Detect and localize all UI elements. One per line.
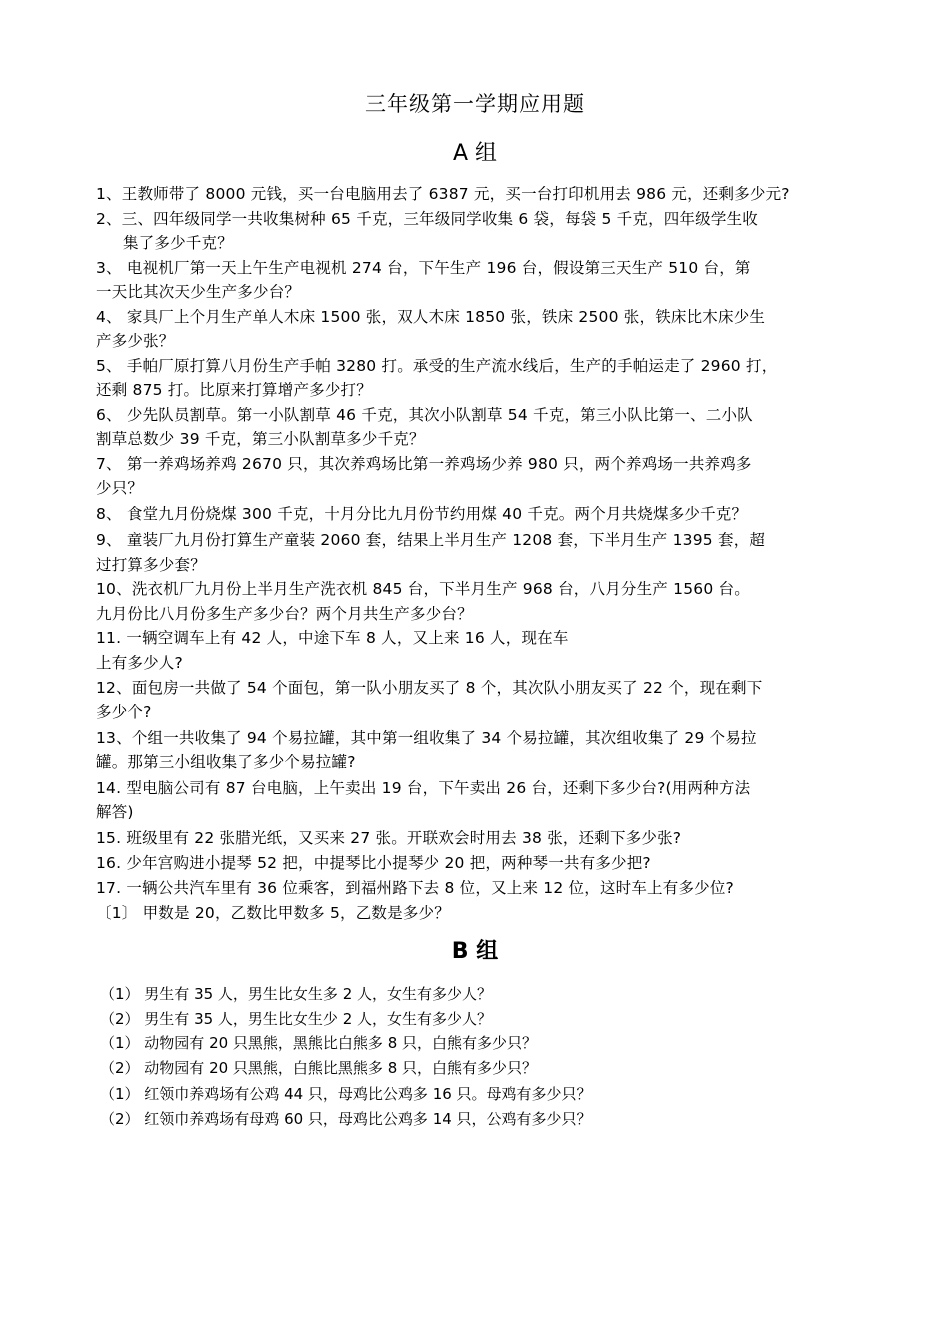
problem-line: 5、 手帕厂原打算八月份生产手帕 3280 打。承受的生产流水线后，生产的手帕运走了 2960 打， [96,357,778,375]
problem-line: 3、 电视机厂第一天上午生产电视机 274 台，下午生产 196 台，假设第三天生产 510 台，第 [96,259,751,277]
problem-line: 17. 一辆公共汽车里有 36 位乘客，到福州路下去 8 位，又上来 12 位，这时车上有多少位? [96,879,734,897]
problem-line: 16. 少年宫购进小提琴 52 把，中提琴比小提琴少 20 把，两种琴一共有多少把? [96,854,651,872]
problem-line: 割草总数少 39 千克，第三小队割草多少千克？ [96,430,425,448]
problem-line: （1） 红领巾养鸡场有公鸡 44 只，母鸡比公鸡多 16 只。母鸡有多少只？ [100,1085,592,1103]
problem-line: 12、面包房一共做了 54 个面包，第一队小朋友买了 8 个，其次队小朋友买了 22 个，现在剩下 [96,679,763,697]
problem-line: （2） 红领巾养鸡场有母鸡 60 只，母鸡比公鸡多 14 只，公鸡有多少只？ [100,1110,592,1128]
group-b-heading: B 组 [451,939,499,964]
problem-line: 7、 第一养鸡场养鸡 2670 只，其次养鸡场比第一养鸡场少养 980 只，两个养鸡场一共养鸡多 [96,455,752,473]
problem-line: 解答) [96,803,134,821]
problem-line: 14. 型电脑公司有 87 台电脑，上午卖出 19 台，下午卖出 26 台，还剩下多少台?(用两种方法 [96,779,751,797]
problem-line: 九月份比八月份多生产多少台？两个月共生产多少台？ [96,605,473,623]
problem-line: 集了多少千克？ [123,234,233,252]
problem-line: （2） 动物园有 20 只黑熊，白熊比黑熊多 8 只，白熊有多少只？ [100,1059,538,1077]
problem-line: 2、三、四年级同学一共收集树种 65 千克，三年级同学收集 6 袋，每袋 5 千克，四年级学生收 [96,210,758,228]
problem-line: 6、 少先队员割草。第一小队割草 46 千克，其次小队割草 54 千克，第三小队比第一、二小队 [96,406,753,424]
problem-line: 一天比其次天少生产多少台？ [96,283,301,301]
problem-line: 13、个组一共收集了 94 个易拉罐，其中第一组收集了 34 个易拉罐，其次组收集了 29 个易拉 [96,729,757,747]
problem-line: 产多少张？ [96,332,175,350]
problem-line: 1、王教师带了 8000 元钱，买一台电脑用去了 6387 元，买一台打印机用去 986 元，还剩多少元? [96,185,790,203]
problem-line: 上有多少人? [96,654,183,672]
problem-line: （2） 男生有 35 人，男生比女生少 2 人，女生有多少人？ [100,1010,493,1028]
page-title: 三年级第一学期应用题 [365,92,585,116]
problem-line: 15. 班级里有 22 张腊光纸，又买来 27 张。开联欢会时用去 38 张，还剩下多少张? [96,829,682,847]
group-a-heading: A 组 [452,141,498,166]
problem-line: （1） 男生有 35 人，男生比女生多 2 人，女生有多少人？ [100,985,493,1003]
problem-line: 过打算多少套？ [96,556,206,574]
problem-line: 8、 食堂九月份烧煤 300 千克，十月分比九月份节约用煤 40 千克。两个月共烧煤多少千克？ [96,505,748,523]
problem-line: 10、洗衣机厂九月份上半月生产洗衣机 845 台，下半月生产 968 台，八月分生产 1560 台。 [96,580,750,598]
problem-line: 多少个? [96,703,152,721]
problem-line: 11. 一辆空调车上有 42 人，中途下车 8 人，又上来 16 人，现在车 [96,629,569,647]
problem-line: 少只？ [96,479,144,497]
problem-line: （1） 动物园有 20 只黑熊，黑熊比白熊多 8 只，白熊有多少只？ [100,1034,538,1052]
problem-line: 还剩 875 打。比原来打算增产多少打？ [96,381,372,399]
problem-line: 9、 童装厂九月份打算生产童装 2060 套，结果上半月生产 1208 套，下半月生产 1395 套，超 [96,531,766,549]
problem-line: 〔1〕 甲数是 20，乙数比甲数多 5，乙数是多少？ [96,904,450,922]
problem-line: 4、 家具厂上个月生产单人木床 1500 张，双人木床 1850 张，铁床 2500 张，铁床比木床少生 [96,308,766,326]
problem-line: 罐。那第三小组收集了多少个易拉罐? [96,753,356,771]
